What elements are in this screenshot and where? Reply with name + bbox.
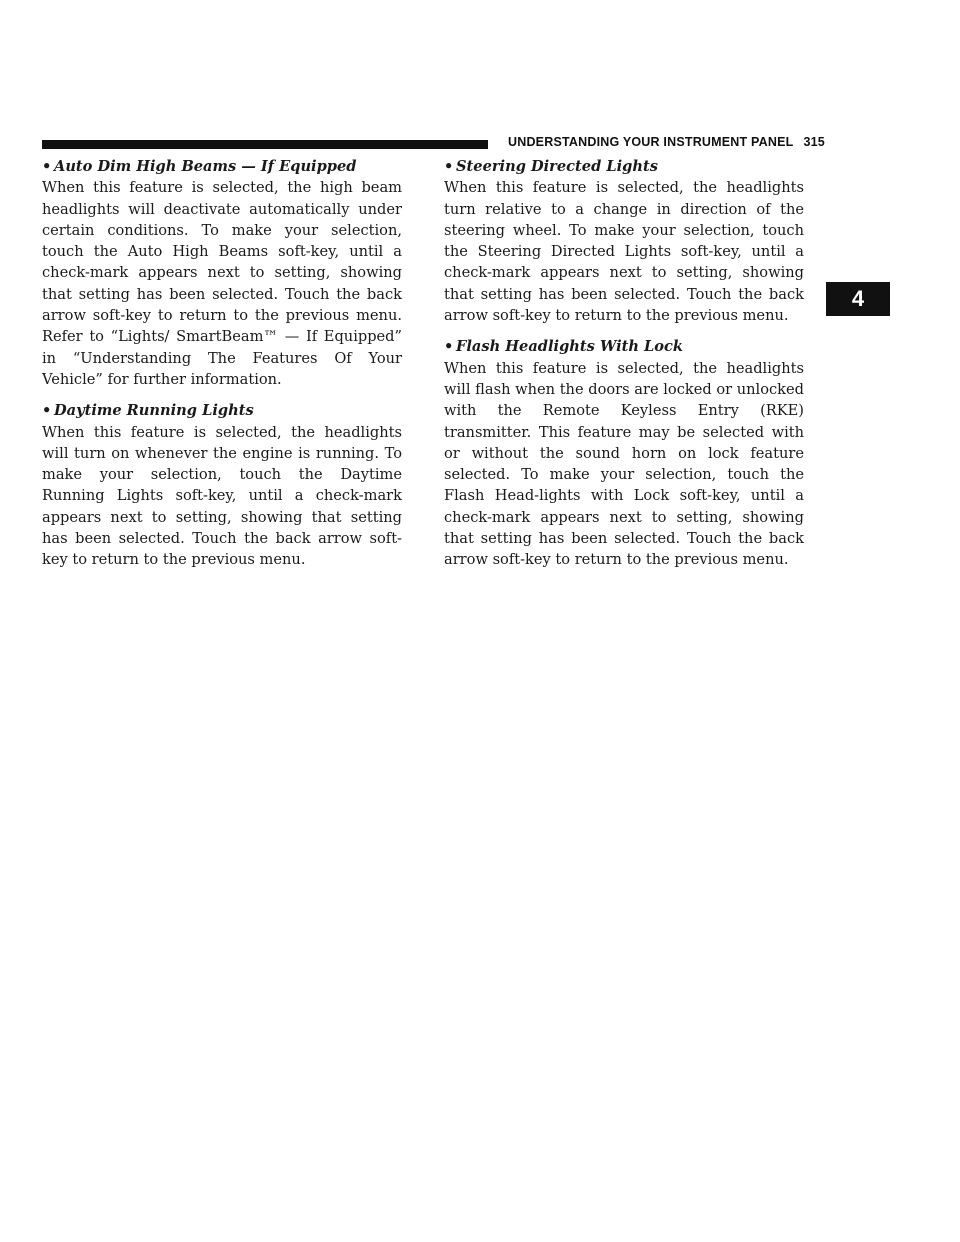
heading-text: Daytime Running Lights (54, 402, 254, 420)
page-number: 315 (803, 135, 825, 149)
section-heading (42, 156, 402, 177)
section-body: When this feature is selected, the high beam headlights will deactivate automatically under certain conditions. To make your selection, touch the Auto High Beams soft-key, until a check-mark appears next to setting, showing that setting has been selected. Touch the back arrow soft-key to return to the previous menu. Refer to “Lights/ SmartBeam™ — If Equipped” in “Understanding The Features Of Your Vehicle” for further information. (42, 179, 402, 388)
heading-text: Flash Headlights With Lock (456, 338, 684, 356)
section-flash-headlights-with-lock (444, 336, 804, 570)
right-column (444, 156, 804, 581)
bullet-icon: • (42, 158, 52, 175)
bullet-icon: • (444, 338, 454, 356)
section-heading (444, 336, 804, 357)
chapter-tab: 4 (826, 282, 890, 316)
section-daytime-running-lights (42, 400, 402, 570)
header-rule (42, 140, 488, 149)
heading-text: Steering Directed Lights (456, 158, 658, 175)
section-auto-dim-high-beams (42, 156, 402, 390)
bullet-icon: • (444, 158, 454, 175)
section-body: When this feature is selected, the headlights will flash when the doors are locked or unlocked with the Remote Keyless Entry (RKE) transmitter. This feature may be selected with or without the sound horn on lock feature selected. To make your selection, touch the Flash Head-lights with Lock soft-key, until a check-mark appears next to setting, showing that setting has been selected. Touch the back arrow soft-key to return to the previous menu. (444, 359, 804, 569)
section-body: When this feature is selected, the headlights will turn on whenever the engine is running. To make your selection, touch the Daytime Running Lights soft-key, until a check-mark appears next to setting, showing that setting has been selected. Touch the back arrow soft-key to return to the previous menu. (42, 423, 402, 569)
header-title: UNDERSTANDING YOUR INSTRUMENT PANEL (508, 135, 794, 149)
section-steering-directed-lights (444, 156, 804, 326)
section-heading (444, 156, 804, 177)
running-header (508, 135, 825, 149)
section-body: When this feature is selected, the headlights turn relative to a change in direction of the steering wheel. To make your selection, touch the Steering Directed Lights soft-key, until a check-mark appears next to setting, showing that setting has been selected. Touch the back arrow soft-key to return to the previous menu. (444, 179, 804, 325)
left-column (42, 156, 402, 581)
bullet-icon: • (42, 402, 52, 420)
section-heading (42, 400, 402, 421)
heading-text: Auto Dim High Beams — If Equipped (54, 158, 357, 175)
